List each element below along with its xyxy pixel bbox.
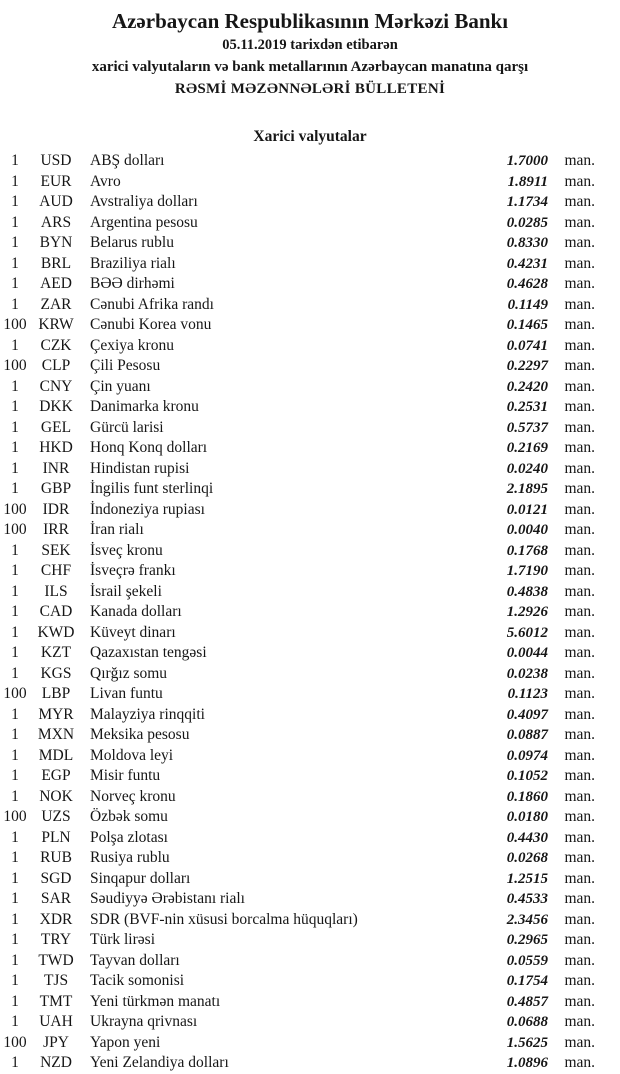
currency-rate-unit: man. [564, 828, 595, 846]
currency-rate-unit: man. [564, 377, 595, 395]
currency-code: UZS [41, 808, 71, 825]
currency-name: Küveyt dinarı [90, 623, 176, 641]
currency-quantity: 1 [11, 459, 19, 477]
currency-rate-unit: man. [564, 439, 595, 456]
currency-rate: 0.5737 [506, 419, 548, 436]
section-title: Xarici valyutalar [253, 128, 367, 145]
currency-rate-table [0, 151, 620, 1074]
currency-rate-unit: man. [564, 459, 595, 477]
currency-rate-unit: man. [564, 521, 595, 538]
currency-row [0, 295, 620, 316]
currency-rate: 0.4857 [506, 993, 548, 1010]
currency-quantity: 1 [11, 869, 19, 887]
currency-name: Misir funtu [90, 767, 161, 784]
currency-code: TRY [40, 931, 72, 948]
currency-row [0, 500, 620, 521]
currency-row [0, 746, 620, 767]
currency-name: Ukrayna qrivnası [90, 1013, 198, 1030]
currency-row [0, 910, 620, 931]
currency-rate: 0.0238 [506, 665, 548, 682]
currency-code: NOK [39, 787, 73, 805]
currency-name: Cənubi Afrika randı [90, 295, 214, 313]
currency-code: SEK [41, 541, 71, 559]
currency-code: BYN [39, 234, 73, 251]
currency-name: Livan funtu [90, 685, 163, 702]
currency-rate: 5.6012 [506, 624, 548, 641]
currency-code: KZT [40, 644, 72, 661]
currency-quantity: 100 [3, 521, 27, 538]
currency-rate: 1.0896 [506, 1055, 548, 1071]
currency-rate-unit: man. [564, 152, 595, 169]
currency-row [0, 254, 620, 275]
currency-code: TMT [39, 992, 73, 1010]
currency-rate: 0.0121 [506, 501, 548, 518]
currency-rate-unit: man. [564, 869, 595, 887]
currency-row [0, 766, 620, 787]
currency-code: CAD [39, 603, 73, 620]
currency-name: Cənubi Korea vonu [90, 316, 212, 333]
currency-row [0, 315, 620, 336]
currency-rate: 1.7190 [506, 563, 548, 579]
currency-rate: 2.3456 [506, 911, 548, 928]
effective-date-line: 05.11.2019 tarixdən etibarən [222, 37, 398, 53]
currency-name: İndoneziya rupiası [90, 500, 205, 518]
currency-rate-unit: man. [564, 357, 595, 374]
currency-rate: 0.1860 [506, 788, 548, 805]
currency-code: PLN [41, 828, 71, 846]
currency-quantity: 1 [11, 275, 19, 292]
currency-name: Qazaxıstan tengəsi [90, 644, 207, 661]
currency-quantity: 1 [11, 726, 19, 743]
currency-rate: 0.0268 [506, 850, 548, 866]
currency-rate-unit: man. [564, 500, 595, 518]
currency-quantity: 1 [11, 562, 19, 579]
subject-line: xarici valyutaların və bank metallarının Azərbaycan manatına qarşı [91, 59, 529, 75]
currency-quantity: 100 [3, 1033, 27, 1051]
currency-row [0, 1033, 620, 1054]
currency-code: MDL [38, 746, 74, 764]
currency-row [0, 930, 620, 951]
currency-name: Argentina pesosu [90, 213, 198, 231]
currency-row [0, 438, 620, 459]
currency-row [0, 520, 620, 541]
currency-rate: 0.0887 [506, 727, 548, 743]
currency-name: İngilis funt sterlinqi [90, 480, 214, 497]
currency-row [0, 151, 620, 172]
currency-name: Belarus rublu [90, 234, 174, 251]
currency-rate-unit: man. [564, 951, 595, 969]
currency-row [0, 1012, 620, 1033]
currency-quantity: 1 [11, 910, 19, 928]
currency-code: LBP [41, 685, 71, 702]
currency-name: Çili Pesosu [90, 357, 161, 374]
currency-row [0, 213, 620, 234]
bulletin-header [0, 0, 620, 100]
currency-quantity: 1 [11, 972, 19, 989]
currency-rate: 0.2531 [506, 399, 548, 415]
currency-quantity: 100 [3, 357, 27, 374]
currency-code: CZK [40, 336, 72, 354]
currency-name: Səudiyyə Ərəbistanı rialı [90, 890, 245, 907]
currency-quantity: 1 [11, 254, 19, 272]
currency-row [0, 377, 620, 398]
currency-rate: 0.4628 [506, 276, 548, 292]
currency-rate-unit: man. [564, 808, 595, 825]
currency-code: MXN [37, 726, 75, 743]
currency-rate-unit: man. [564, 480, 595, 497]
currency-row [0, 192, 620, 213]
currency-rate-unit: man. [564, 541, 595, 559]
currency-name: İsveç kronu [90, 541, 163, 559]
currency-rate: 0.4430 [506, 829, 548, 846]
currency-quantity: 1 [11, 295, 19, 313]
currency-quantity: 1 [11, 193, 19, 210]
currency-rate-unit: man. [564, 890, 595, 907]
currency-rate: 0.0240 [506, 460, 548, 477]
currency-code: TJS [43, 972, 69, 989]
currency-quantity: 1 [11, 152, 19, 169]
currency-code: MYR [38, 705, 74, 723]
currency-rate-unit: man. [564, 644, 595, 661]
bulletin-title: RƏSMİ MƏZƏNNƏLƏRİ BÜLLETENİ [174, 81, 446, 97]
currency-rate: 0.0285 [506, 214, 548, 231]
currency-quantity: 1 [11, 623, 19, 641]
currency-code: RUB [40, 849, 72, 866]
currency-name: Avro [90, 172, 121, 190]
currency-row [0, 479, 620, 500]
currency-quantity: 1 [11, 541, 19, 559]
currency-row [0, 561, 620, 582]
currency-rate-unit: man. [564, 316, 595, 333]
bank-name: Azərbaycan Respublikasının Mərkəzi Bankı [111, 9, 509, 33]
currency-code: EUR [40, 172, 72, 190]
currency-row [0, 541, 620, 562]
currency-rate: 0.0688 [506, 1014, 548, 1030]
currency-rate: 0.4533 [506, 891, 548, 907]
currency-quantity: 100 [3, 500, 27, 518]
currency-rate: 0.1149 [507, 296, 548, 313]
currency-name: İsrail şekeli [90, 582, 162, 600]
currency-rate-unit: man. [564, 726, 595, 743]
currency-name: Gürcü larisi [90, 418, 164, 436]
currency-code: CNY [39, 377, 73, 395]
currency-row [0, 725, 620, 746]
currency-rate: 0.0559 [506, 952, 548, 969]
currency-code: AUD [39, 193, 73, 210]
currency-code: KGS [40, 664, 72, 682]
currency-row [0, 828, 620, 849]
currency-row [0, 869, 620, 890]
currency-quantity: 1 [11, 234, 19, 251]
currency-rate: 2.1895 [506, 481, 548, 497]
currency-quantity: 1 [11, 398, 19, 415]
currency-name: Norveç kronu [90, 787, 176, 805]
currency-rate-unit: man. [564, 1033, 595, 1051]
currency-rate-unit: man. [564, 582, 595, 600]
currency-code: SGD [40, 869, 72, 887]
currency-rate-unit: man. [564, 603, 595, 620]
currency-rate: 1.2515 [506, 870, 548, 887]
currency-rate: 0.0040 [506, 522, 548, 538]
currency-quantity: 1 [11, 336, 19, 354]
currency-rate: 0.0180 [506, 809, 548, 825]
currency-row [0, 1053, 620, 1074]
currency-rate: 0.0741 [506, 337, 548, 354]
currency-rate-unit: man. [564, 213, 595, 231]
currency-rate-unit: man. [564, 685, 595, 702]
currency-code: XDR [39, 910, 73, 928]
currency-row [0, 971, 620, 992]
currency-row [0, 623, 620, 644]
currency-rate-unit: man. [564, 562, 595, 579]
currency-name: Braziliya rialı [90, 254, 176, 272]
currency-rate-unit: man. [564, 193, 595, 210]
currency-code: SAR [40, 890, 72, 907]
currency-quantity: 1 [11, 418, 19, 436]
currency-row [0, 356, 620, 377]
currency-rate-unit: man. [564, 849, 595, 866]
currency-quantity: 1 [11, 849, 19, 866]
currency-name: Yapon yeni [90, 1033, 161, 1051]
currency-code: CHF [40, 562, 72, 579]
currency-rate-unit: man. [564, 787, 595, 805]
currency-row [0, 787, 620, 808]
currency-row [0, 807, 620, 828]
currency-quantity: 1 [11, 439, 19, 456]
currency-quantity: 1 [11, 1054, 19, 1071]
currency-name: Meksika pesosu [90, 726, 190, 743]
currency-row [0, 274, 620, 295]
currency-code: IDR [42, 500, 70, 518]
currency-row [0, 233, 620, 254]
currency-rate-unit: man. [564, 336, 595, 354]
currency-rate-unit: man. [564, 664, 595, 682]
currency-code: BRL [40, 254, 72, 272]
currency-rate: 1.5625 [506, 1034, 548, 1051]
currency-row [0, 889, 620, 910]
currency-name: Malayziya rinqqiti [90, 705, 205, 723]
currency-rate-unit: man. [564, 172, 595, 190]
currency-name: Avstraliya dolları [90, 193, 198, 210]
currency-row [0, 336, 620, 357]
currency-quantity: 100 [3, 808, 27, 825]
currency-quantity: 1 [11, 172, 19, 190]
currency-name: Rusiya rublu [90, 849, 170, 866]
currency-rate-unit: man. [564, 910, 595, 928]
currency-rate: 0.1123 [507, 686, 548, 702]
currency-rate: 1.7000 [506, 153, 548, 169]
currency-quantity: 1 [11, 664, 19, 682]
currency-quantity: 1 [11, 951, 19, 969]
currency-rate: 1.2926 [506, 604, 548, 620]
currency-name: Moldova leyi [90, 746, 174, 764]
currency-rate: 0.0044 [506, 645, 548, 661]
currency-row [0, 459, 620, 480]
currency-row [0, 992, 620, 1013]
currency-rate: 1.8911 [507, 173, 548, 190]
currency-code: INR [42, 459, 70, 477]
currency-code: TWD [38, 951, 74, 969]
currency-quantity: 1 [11, 213, 19, 231]
currency-quantity: 1 [11, 1013, 19, 1030]
currency-rate-unit: man. [564, 254, 595, 272]
currency-name: İsveçrə frankı [90, 562, 176, 579]
currency-code: HKD [39, 439, 73, 456]
currency-quantity: 1 [11, 890, 19, 907]
currency-row [0, 951, 620, 972]
currency-rate: 0.1768 [506, 542, 548, 559]
currency-rate: 0.0974 [506, 747, 548, 764]
currency-name: Yeni Zelandiya dolları [90, 1054, 229, 1071]
currency-quantity: 1 [11, 480, 19, 497]
currency-quantity: 1 [11, 767, 19, 784]
currency-code: ZAR [40, 295, 72, 313]
currency-row [0, 643, 620, 664]
currency-code: ILS [44, 582, 68, 600]
currency-name: Polşa zlotası [90, 828, 168, 846]
currency-rate: 0.4838 [506, 583, 548, 600]
currency-code: AED [40, 275, 72, 292]
currency-name: Tayvan dolları [90, 951, 180, 969]
currency-quantity: 1 [11, 828, 19, 846]
currency-row [0, 684, 620, 705]
currency-rate-unit: man. [564, 972, 595, 989]
currency-row [0, 705, 620, 726]
currency-rate: 0.1465 [506, 317, 548, 333]
currency-name: Yeni türkmən manatı [90, 992, 221, 1010]
currency-code: KWD [37, 623, 75, 641]
currency-rate-unit: man. [564, 767, 595, 784]
currency-quantity: 1 [11, 787, 19, 805]
currency-code: KRW [38, 316, 74, 333]
currency-name: Çexiya kronu [90, 336, 174, 354]
currency-row [0, 848, 620, 869]
currency-rate-unit: man. [564, 992, 595, 1010]
currency-row [0, 418, 620, 439]
currency-code: NZD [40, 1054, 72, 1071]
currency-quantity: 1 [11, 931, 19, 948]
currency-code: USD [40, 152, 72, 169]
currency-quantity: 1 [11, 746, 19, 764]
currency-name: Qırğız somu [90, 664, 168, 682]
currency-rate-unit: man. [564, 398, 595, 415]
currency-rate: 0.2169 [506, 440, 548, 456]
currency-name: Kanada dolları [90, 603, 182, 620]
currency-code: CLP [41, 357, 71, 374]
currency-rate-unit: man. [564, 1013, 595, 1030]
currency-name: Türk lirəsi [90, 931, 155, 948]
currency-quantity: 1 [11, 992, 19, 1010]
currency-rate: 0.8330 [506, 235, 548, 251]
currency-rate-unit: man. [564, 295, 595, 313]
currency-code: UAH [39, 1013, 73, 1030]
currency-rate-unit: man. [564, 705, 595, 723]
currency-rate: 0.2965 [506, 932, 548, 948]
currency-rate: 0.4231 [506, 255, 548, 272]
currency-name: Hindistan rupisi [90, 459, 190, 477]
currency-rate: 0.1754 [506, 973, 548, 989]
currency-name: Honq Konq dolları [90, 439, 208, 456]
currency-rate-unit: man. [564, 275, 595, 292]
currency-rate-unit: man. [564, 746, 595, 764]
currency-name: Danimarka kronu [90, 398, 199, 415]
currency-name: Tacik somonisi [90, 972, 185, 989]
currency-name: ABŞ dolları [90, 152, 165, 169]
currency-name: SDR (BVF-nin xüsusi borcalma hüquqları) [90, 910, 358, 928]
currency-quantity: 1 [11, 377, 19, 395]
currency-row [0, 602, 620, 623]
currency-quantity: 100 [3, 685, 27, 702]
currency-name: Sinqapur dolları [90, 869, 191, 887]
currency-rate-unit: man. [564, 234, 595, 251]
currency-name: Özbək somu [90, 808, 168, 825]
currency-code: ARS [40, 213, 72, 231]
currency-quantity: 1 [11, 603, 19, 620]
currency-code: JPY [43, 1033, 69, 1051]
currency-code: EGP [41, 767, 71, 784]
currency-row [0, 582, 620, 603]
currency-quantity: 1 [11, 582, 19, 600]
currency-row [0, 664, 620, 685]
currency-name: BƏƏ dirhəmi [90, 275, 175, 292]
currency-row [0, 397, 620, 418]
currency-quantity: 1 [11, 644, 19, 661]
currency-rate: 0.2297 [506, 358, 548, 374]
currency-rate-unit: man. [564, 418, 595, 436]
currency-code: IRR [43, 521, 69, 538]
currency-code: DKK [39, 398, 73, 415]
currency-quantity: 100 [3, 316, 27, 333]
currency-code: GEL [40, 418, 72, 436]
currency-row [0, 172, 620, 193]
currency-name: Çin yuanı [90, 377, 151, 395]
currency-rate-unit: man. [564, 931, 595, 948]
currency-rate: 0.2420 [506, 378, 548, 395]
currency-rate: 0.4097 [506, 706, 548, 723]
currency-rate-unit: man. [564, 1054, 595, 1071]
currency-name: İran rialı [90, 521, 144, 538]
currency-quantity: 1 [11, 705, 19, 723]
currency-code: GBP [40, 480, 72, 497]
currency-rate-unit: man. [564, 623, 595, 641]
currency-rate: 0.1052 [506, 768, 548, 784]
currency-rate: 1.1734 [506, 194, 548, 210]
